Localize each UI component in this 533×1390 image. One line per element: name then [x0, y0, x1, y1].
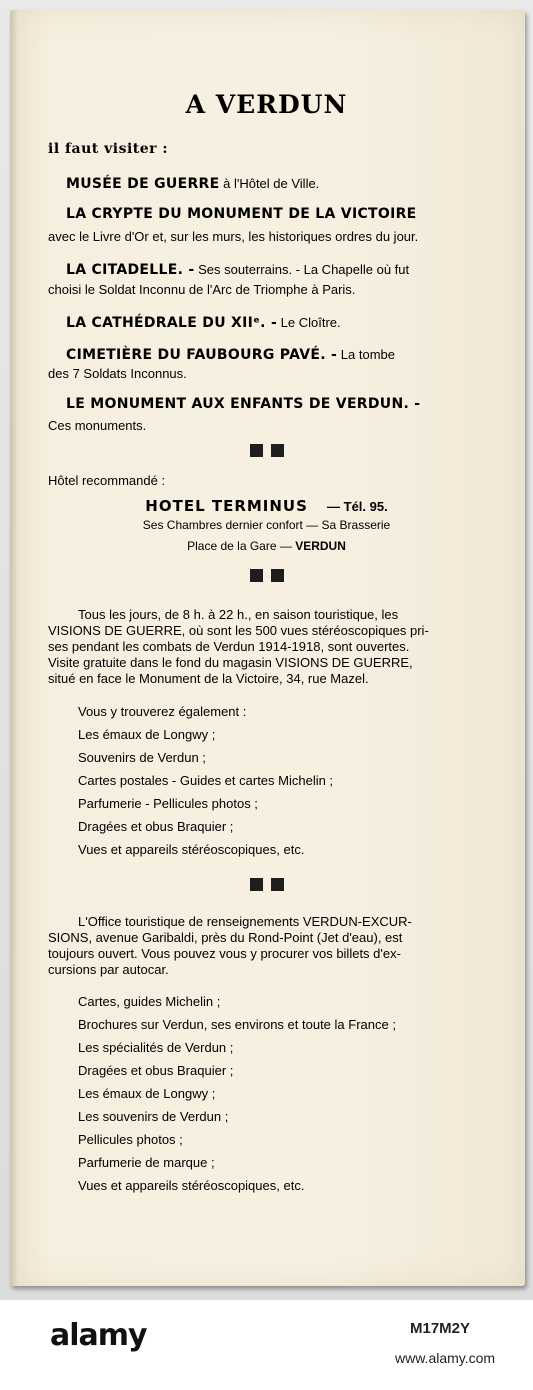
office-item: Les émaux de Longwy ;: [78, 1086, 216, 1101]
hotel-address: [0, 539, 533, 553]
site-name: LA CITADELLE. -: [66, 262, 195, 278]
visions-item: Cartes postales - Guides et cartes Michelin ;: [78, 773, 334, 788]
visions-item: Vous y trouverez également :: [78, 704, 247, 719]
office-line-1: L'Office touristique de renseignements VERDUN-EXCUR-: [78, 914, 412, 929]
site-crypte-detail: avec le Livre d'Or et, sur les murs, les historiques ordres du jour.: [48, 229, 419, 244]
square-ornament-icon: [250, 444, 263, 457]
site-detail: Le Cloître.: [277, 315, 341, 330]
site-cimetiere: [66, 344, 395, 363]
visions-item: Les émaux de Longwy ;: [78, 727, 216, 742]
hotel-name: HOTEL TERMINUS: [145, 497, 308, 515]
hotel-rooms: Ses Chambres dernier confort — Sa Brasserie: [142, 518, 391, 532]
office-item: Dragées et obus Braquier ;: [78, 1063, 234, 1078]
subtitle: il faut visiter :: [48, 141, 169, 157]
site-cimetiere-detail2: des 7 Soldats Inconnus.: [48, 366, 187, 381]
office-item: Parfumerie de marque ;: [78, 1155, 215, 1170]
site-crypte-name: LA CRYPTE DU MONUMENT DE LA VICTOIRE: [66, 206, 417, 222]
hotel-label: Hôtel recommandé :: [48, 473, 166, 488]
site-detail: à l'Hôtel de Ville.: [219, 176, 320, 191]
hotel-address-prefix: Place de la Gare —: [187, 539, 296, 553]
visions-item: Parfumerie - Pellicules photos ;: [78, 796, 258, 811]
visions-item: Vues et appareils stéréoscopiques, etc.: [78, 842, 305, 857]
site-name: CIMETIÈRE DU FAUBOURG PAVÉ. -: [66, 347, 338, 363]
site-name: LA CATHÉDRALE DU XIIᵉ. -: [66, 315, 278, 331]
section-divider-2: [0, 569, 533, 586]
office-item: Brochures sur Verdun, ses environs et toute la France ;: [78, 1017, 396, 1032]
hotel-city: VERDUN: [295, 539, 346, 553]
office-item: Les spécialités de Verdun ;: [78, 1040, 234, 1055]
alamy-logo: alamy: [50, 1318, 147, 1353]
office-line-3: toujours ouvert. Vous pouvez vous y procurer vos billets d'ex-: [48, 946, 401, 961]
site-cathedrale: [66, 312, 341, 331]
square-ornament-icon: [250, 878, 263, 891]
visions-item: Souvenirs de Verdun ;: [78, 750, 206, 765]
office-line-4: cursions par autocar.: [48, 962, 169, 977]
page-title: A VERDUN: [185, 90, 348, 119]
square-ornament-icon: [271, 878, 284, 891]
site-detail: La tombe: [337, 347, 395, 362]
visions-line-3: ses pendant les combats de Verdun 1914-1918, sont ouvertes.: [48, 639, 410, 654]
section-divider-3: [0, 878, 533, 895]
office-item: Pellicules photos ;: [78, 1132, 183, 1147]
square-ornament-icon: [271, 569, 284, 582]
site-citadelle-detail2: choisi le Soldat Inconnu de l'Arc de Triomphe à Paris.: [48, 282, 356, 297]
site-monument-name: LE MONUMENT AUX ENFANTS DE VERDUN. -: [66, 396, 421, 412]
site-name: MUSÉE DE GUERRE: [66, 176, 220, 192]
image-id: M17M2Y: [410, 1320, 471, 1337]
section-divider-1: [0, 444, 533, 461]
square-ornament-icon: [271, 444, 284, 457]
visions-line-4: Visite gratuite dans le fond du magasin VISIONS DE GUERRE,: [48, 655, 413, 670]
site-monument-detail: Ces monuments.: [48, 418, 147, 433]
office-item: Cartes, guides Michelin ;: [78, 994, 221, 1009]
hotel-tel: — Tél. 95.: [327, 499, 388, 514]
paper-fold-edge: [10, 10, 18, 1286]
site-citadelle: [66, 259, 409, 278]
hotel-name-line: [0, 496, 533, 515]
visions-line-2: VISIONS DE GUERRE, où sont les 500 vues stéréoscopiques pri-: [48, 623, 429, 638]
square-ornament-icon: [250, 569, 263, 582]
visions-line-5: situé en face le Monument de la Victoire, 34, rue Mazel.: [48, 671, 369, 686]
watermark-url: www.alamy.com: [395, 1350, 496, 1366]
visions-line-1: Tous les jours, de 8 h. à 22 h., en saison touristique, les: [78, 607, 399, 622]
office-item: Vues et appareils stéréoscopiques, etc.: [78, 1178, 305, 1193]
office-line-2: SIONS, avenue Garibaldi, près du Rond-Point (Jet d'eau), est: [48, 930, 403, 945]
visions-item: Dragées et obus Braquier ;: [78, 819, 234, 834]
site-detail: Ses souterrains. - La Chapelle où fut: [194, 262, 410, 277]
site-musee: [66, 173, 319, 192]
office-item: Les souvenirs de Verdun ;: [78, 1109, 229, 1124]
